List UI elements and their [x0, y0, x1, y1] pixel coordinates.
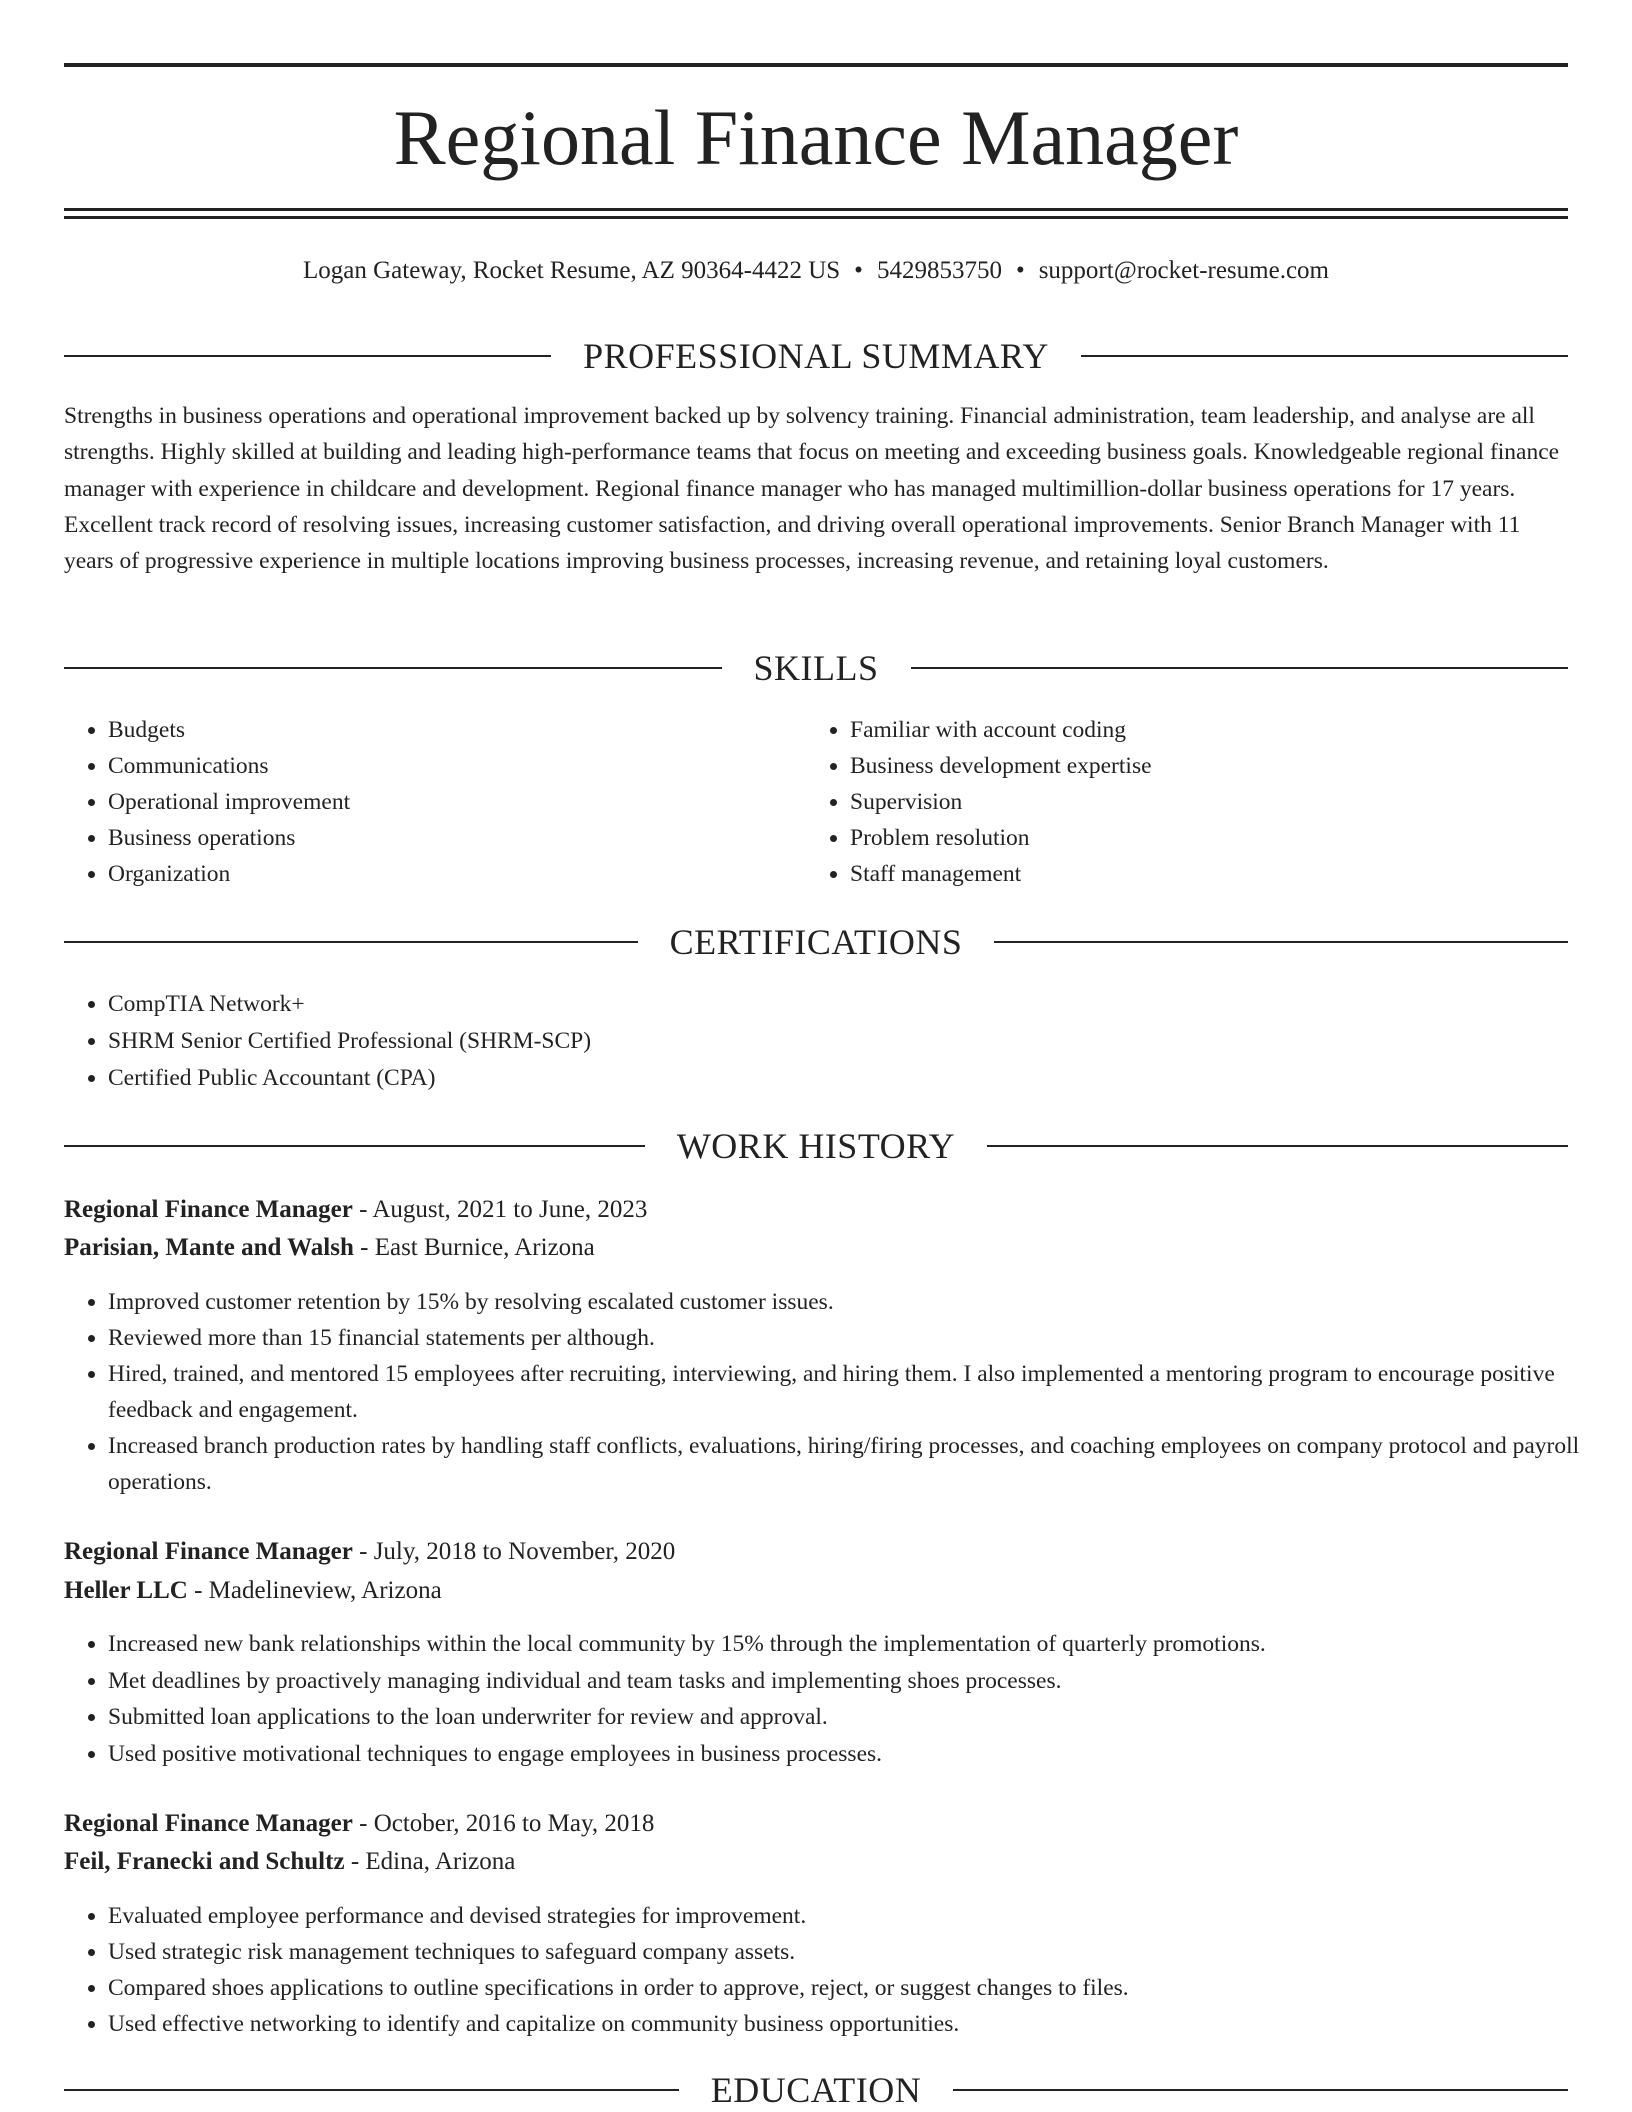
- contact-separator: •: [854, 257, 863, 284]
- top-rule: [64, 63, 1568, 67]
- heading-rule: [64, 2089, 679, 2091]
- contact-address: Logan Gateway, Rocket Resume, AZ 90364-4422 US: [303, 257, 841, 284]
- skill-item: • Communications: [108, 748, 808, 784]
- certifications-list: [64, 986, 1568, 1097]
- job-bullet: • Submitted loan applications to the loan underwriter for review and approval.: [108, 1699, 1612, 1736]
- job-bullet: • Reviewed more than 15 financial statements per although.: [108, 1320, 1612, 1356]
- summary-heading: PROFESSIONAL SUMMARY: [583, 336, 1049, 376]
- dash: -: [352, 1810, 374, 1837]
- job-bullet: • Evaluated employee performance and devised strategies for improvement.: [108, 1898, 1612, 1934]
- skills-list-right: [806, 712, 1550, 892]
- dash: -: [187, 1577, 209, 1604]
- job-company: Heller LLC: [64, 1577, 188, 1604]
- heading-rule: [64, 941, 638, 943]
- job-company: Feil, Franecki and Schultz: [64, 1848, 345, 1875]
- job-dates: October, 2016 to May, 2018: [373, 1810, 655, 1837]
- job-company-line: [64, 1844, 1568, 1880]
- certification-item: • CompTIA Network+: [108, 986, 1568, 1023]
- section-heading-summary: [64, 334, 1568, 378]
- skill-item: • Business development expertise: [850, 748, 1550, 784]
- heading-rule: [994, 941, 1568, 943]
- job-bullet: • Increased new bank relationships within the local community by 15% through the implementation of quarterly promotions.: [108, 1626, 1612, 1663]
- job-bullet: • Used strategic risk management techniques to safeguard company assets.: [108, 1934, 1612, 1970]
- section-heading-education: [64, 2068, 1568, 2112]
- job-location: East Burnice, Arizona: [374, 1234, 595, 1261]
- job-bullet: • Used effective networking to identify and capitalize on community business opportunities.: [108, 2006, 1612, 2042]
- skill-item: • Budgets: [108, 712, 808, 748]
- job-company: Parisian, Mante and Walsh: [64, 1234, 354, 1261]
- summary-text: Strengths in business operations and operational improvement backed up by solvency training. Financial administration, team leadership, and analyse are all strengths. Highly skilled at building and leading high-performance teams that focus on meeting and exceeding business goals. Knowledgeable regional finance manager with experience in childcare and development. Regional finance manager who has managed multimillion-dollar business operations for 17 years. Excellent track record of resolving issues, increasing customer satisfaction, and driving overall operational improvements. Senior Branch Manager with 11 years of progressive experience in multiple locations improving business processes, increasing revenue, and retaining loyal customers.: [64, 403, 1560, 575]
- job-title-line: [64, 1806, 1568, 1842]
- section-heading-certifications: [64, 920, 1568, 964]
- dash: -: [353, 1234, 375, 1261]
- skill-item: • Business operations: [108, 820, 808, 856]
- job-title: Regional Finance Manager: [64, 1538, 353, 1565]
- heading-rule: [64, 1145, 645, 1147]
- job-bullets: [64, 1626, 1612, 1772]
- job-bullets: [64, 1284, 1612, 1500]
- job-title: Regional Finance Manager: [64, 1196, 353, 1223]
- job-company-line: [64, 1230, 1568, 1266]
- job-company-line: [64, 1573, 1568, 1609]
- page-title: Regional Finance Manager: [393, 94, 1239, 181]
- skills-list-left: [64, 712, 808, 892]
- job-dates: July, 2018 to November, 2020: [373, 1538, 676, 1565]
- certifications-heading: CERTIFICATIONS: [669, 922, 963, 962]
- skill-item: • Problem resolution: [850, 820, 1550, 856]
- job-title: Regional Finance Manager: [64, 1810, 353, 1837]
- heading-rule: [911, 667, 1569, 669]
- skill-item: • Operational improvement: [108, 784, 808, 820]
- job-bullet: • Used positive motivational techniques to engage employees in business processes.: [108, 1736, 1612, 1773]
- dash: -: [344, 1848, 366, 1875]
- certification-item: • Certified Public Accountant (CPA): [108, 1060, 1568, 1097]
- job-bullets: [64, 1898, 1612, 2042]
- job-bullet: • Improved customer retention by 15% by resolving escalated customer issues.: [108, 1284, 1612, 1320]
- contact-separator: •: [1015, 257, 1025, 284]
- contact-email: support@rocket-resume.com: [1038, 257, 1329, 284]
- education-heading: EDUCATION: [710, 2070, 922, 2110]
- dash: -: [352, 1196, 373, 1223]
- skill-item: • Supervision: [850, 784, 1550, 820]
- heading-rule: [64, 667, 722, 669]
- job-bullet: • Met deadlines by proactively managing individual and team tasks and implementing shoes processes.: [108, 1663, 1612, 1700]
- job-bullet: • Hired, trained, and mentored 15 employees after recruiting, interviewing, and hiring them. I also implemented a mentoring program to encourage positive feedback and engagement.: [108, 1356, 1612, 1428]
- job-title-line: [64, 1534, 1568, 1570]
- heading-rule: [64, 355, 551, 357]
- contact-line: [64, 254, 1568, 288]
- heading-rule: [1081, 355, 1568, 357]
- job-title-line: [64, 1192, 1568, 1228]
- job-location: Madelineview, Arizona: [208, 1577, 442, 1604]
- job-location: Edina, Arizona: [365, 1848, 516, 1875]
- contact-phone: 5429853750: [876, 257, 1002, 284]
- skill-item: • Familiar with account coding: [850, 712, 1550, 748]
- heading-rule: [953, 2089, 1568, 2091]
- heading-rule: [987, 1145, 1568, 1147]
- skill-item: • Staff management: [850, 856, 1550, 892]
- job-bullet: • Increased branch production rates by handling staff conflicts, evaluations, hiring/firing processes, and coaching employees on company protocol and payroll operations.: [108, 1428, 1612, 1500]
- job-bullet: • Compared shoes applications to outline specifications in order to approve, reject, or suggest changes to files.: [108, 1970, 1612, 2006]
- skills-heading: SKILLS: [753, 648, 879, 688]
- section-heading-work-history: [64, 1124, 1568, 1168]
- certification-item: • SHRM Senior Certified Professional (SHRM-SCP): [108, 1023, 1568, 1060]
- section-heading-skills: [64, 646, 1568, 690]
- dash: -: [352, 1538, 374, 1565]
- work-history-heading: WORK HISTORY: [676, 1126, 956, 1166]
- skill-item: • Organization: [108, 856, 808, 892]
- title-rule-upper: [64, 208, 1568, 211]
- job-dates: August, 2021 to June, 2023: [372, 1196, 648, 1223]
- title-rule-lower: [64, 216, 1568, 219]
